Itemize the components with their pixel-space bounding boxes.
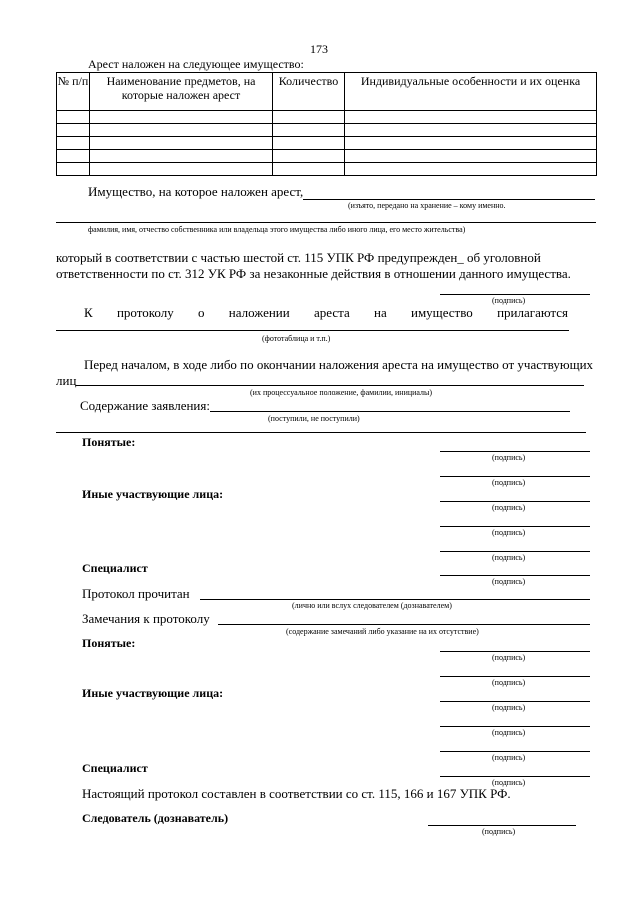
col-header-quantity: Количество: [273, 73, 345, 111]
page-number: 173: [310, 42, 328, 56]
read-field-line[interactable]: [200, 599, 590, 600]
table-row[interactable]: [57, 137, 597, 150]
signature-hint: (подпись): [492, 577, 526, 586]
signature-hint: (подпись): [492, 296, 526, 305]
others-label: Иные участвующие лица:: [82, 487, 224, 501]
table-row[interactable]: [57, 163, 597, 176]
signature-hint: (подпись): [492, 503, 526, 512]
signature-line[interactable]: [440, 575, 590, 576]
remarks-hint: (содержание замечаний либо указание на их отсутствие): [286, 627, 479, 636]
content-field-line[interactable]: [210, 411, 570, 412]
statements-line-1: Перед началом, в ходе либо по окончании наложения ареста на имущество от участвующих: [84, 357, 594, 372]
warning-line-1: который в соответствии с частью шестой ст. 115 УПК РФ предупрежден_ об уголовной: [56, 250, 541, 265]
signature-hint: (подпись): [492, 678, 526, 687]
attachment-text: [84, 305, 568, 321]
signature-line[interactable]: [440, 451, 590, 452]
witnesses-label: Понятые:: [82, 435, 136, 449]
col-header-items: Наименование предметов, на которые наложен арест: [90, 73, 273, 111]
col-header-features: Индивидуальные особенности и их оценка: [345, 73, 597, 111]
signature-hint: (подпись): [492, 553, 526, 562]
signature-line[interactable]: [440, 676, 590, 677]
signature-line[interactable]: [440, 751, 590, 752]
property-label: Имущество, на которое наложен арест,: [88, 184, 304, 199]
signature-line[interactable]: [440, 501, 590, 502]
signature-line[interactable]: [428, 825, 576, 826]
table-row[interactable]: [57, 111, 597, 124]
table-row[interactable]: [57, 150, 597, 163]
signature-line[interactable]: [440, 476, 590, 477]
attachment-word: на: [374, 305, 387, 320]
table-header-row: [57, 73, 597, 111]
table-row[interactable]: [57, 124, 597, 137]
remarks-field-line[interactable]: [218, 624, 590, 625]
warning-line-2: ответственности по ст. 312 УК РФ за незаконные действия в отношении данного имущества.: [56, 266, 571, 281]
signature-hint: (подпись): [492, 453, 526, 462]
signature-hint: (подпись): [492, 778, 526, 787]
content-hint: (поступили, не поступили): [268, 414, 360, 423]
closing-text: Настоящий протокол составлен в соответствии со ст. 115, 166 и 167 УПК РФ.: [82, 786, 511, 801]
content-extra-line[interactable]: [56, 432, 586, 433]
signature-hint: (подпись): [492, 728, 526, 737]
signature-line[interactable]: [440, 526, 590, 527]
attachment-word: имущество: [411, 305, 473, 320]
signature-hint: (подпись): [492, 703, 526, 712]
specialist-label: Специалист: [82, 561, 148, 575]
property-hint: (изъято, передано на хранение – кому именно.: [348, 201, 506, 210]
others-label: Иные участвующие лица:: [82, 686, 224, 700]
signature-hint: (подпись): [492, 753, 526, 762]
attachment-word: ареста: [313, 305, 350, 320]
owner-hint: фамилия, имя, отчество собственника или владельца этого имущества либо иного лица, его место жительства): [88, 225, 466, 234]
investigator-label: Следователь (дознаватель): [82, 811, 229, 825]
property-field-line[interactable]: [303, 199, 595, 200]
signature-hint: (подпись): [492, 478, 526, 487]
read-hint: (лично или вслух следователем (дознавателем): [292, 601, 452, 610]
signature-line[interactable]: [440, 294, 590, 295]
signature-hint: (подпись): [482, 827, 516, 836]
attachment-word: наложении: [228, 305, 290, 320]
attachment-word: К: [84, 305, 93, 320]
specialist-label: Специалист: [82, 761, 148, 775]
col-header-number: № п/п: [57, 73, 90, 111]
signature-line[interactable]: [440, 776, 590, 777]
content-label: Содержание заявления:: [80, 398, 210, 413]
signature-line[interactable]: [440, 651, 590, 652]
property-table: [56, 72, 597, 176]
attachment-field-line[interactable]: [56, 330, 569, 331]
read-label: Протокол прочитан: [82, 586, 190, 601]
signature-line[interactable]: [440, 701, 590, 702]
statements-hint: (их процессуальное положение, фамилии, инициалы): [250, 388, 433, 397]
attachment-hint: (фототаблица и т.п.): [262, 334, 331, 343]
signature-line[interactable]: [440, 726, 590, 727]
remarks-label: Замечания к протоколу: [82, 611, 210, 626]
witnesses-label: Понятые:: [82, 636, 136, 650]
intro-text: Арест наложен на следующее имущество:: [88, 57, 304, 71]
owner-field-line[interactable]: [56, 222, 596, 223]
attachment-word: прилагаются: [497, 305, 568, 320]
statements-line-2: лиц: [56, 373, 77, 388]
signature-line[interactable]: [440, 551, 590, 552]
attachment-word: протоколу: [116, 305, 174, 320]
signature-hint: (подпись): [492, 528, 526, 537]
statements-field-line[interactable]: [76, 385, 584, 386]
attachment-word: о: [197, 305, 205, 320]
signature-hint: (подпись): [492, 653, 526, 662]
